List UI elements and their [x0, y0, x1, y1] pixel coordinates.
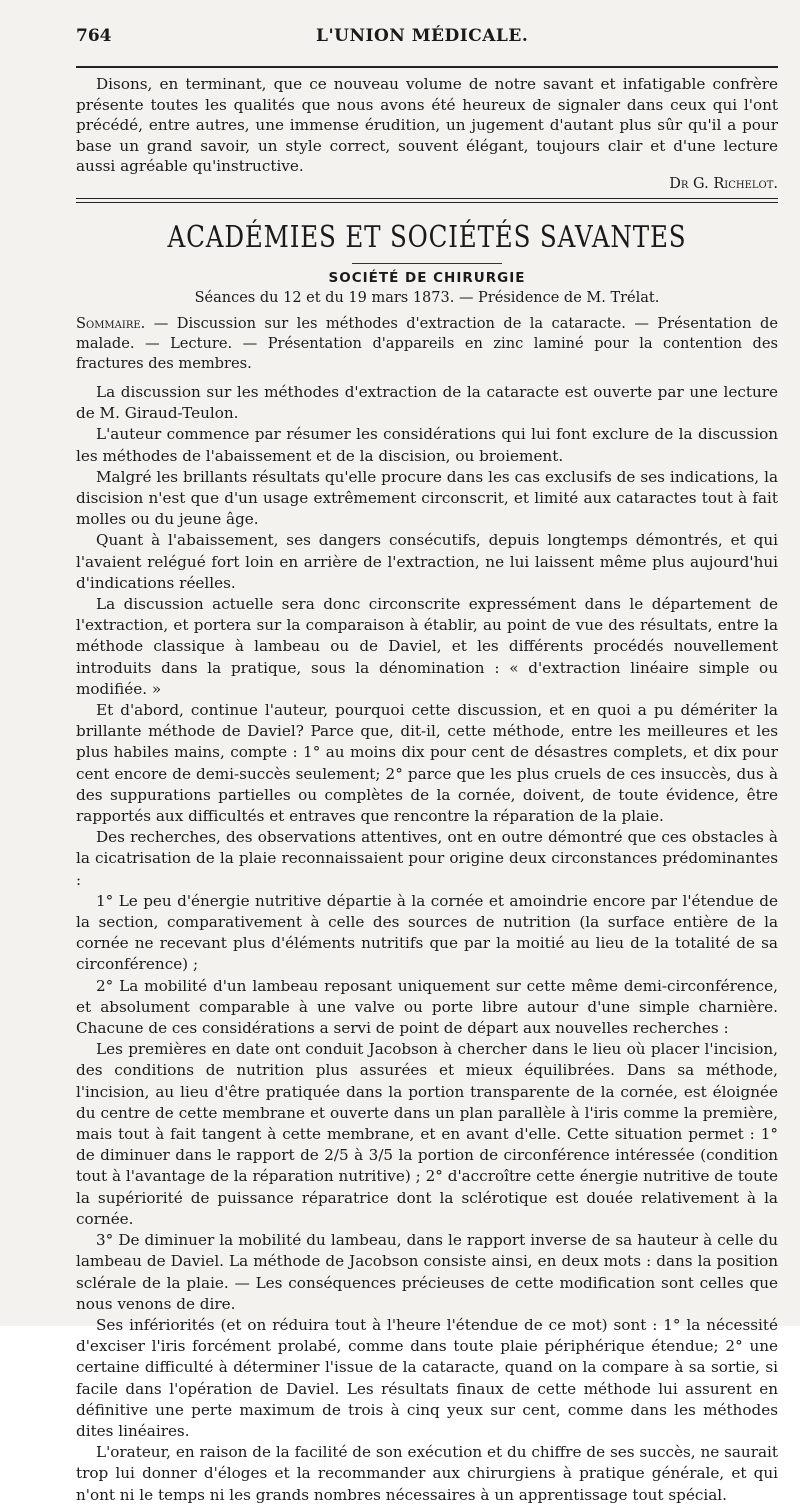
title-rule [352, 263, 502, 264]
signature-text: Dr G. Richelot. [669, 175, 778, 192]
page-header [76, 26, 778, 58]
body-paragraph: 3° De diminuer la mobilité du lambeau, dans le rapport inverse de sa hauteur à celle du lambeau de Daviel. La méthode de Jacobson consiste ainsi, en deux mots : dans la position sclérale de la plaie. — Les conséquences précieuses de cette modification sont celles que nous venons de dire. [76, 1231, 778, 1313]
page-number: 764 [76, 26, 112, 46]
body-paragraph: Quant à l'abaissement, ses dangers consécutifs, depuis longtemps démontrés, et qui l'avaient relégué fort loin en arrière de l'extraction, ne lui laissent même plus aujourd'hui d'indications réelles. [76, 531, 778, 592]
body-paragraph: 1° Le peu d'énergie nutritive départie à la cornée et amoindrie encore par l'étendue de la section, comparativement à celle des sources de nutrition (la surface entière de la cornée ne recevant plus d'éléments nutritifs que par la moitié au lieu de la totalité de sa circonférence) ; [76, 891, 778, 974]
body-paragraph: Malgré les brillants résultats qu'elle procure dans les cas exclusifs de ses indications, la discision n'est que d'un usage extrêmement circonscrit, et limité aux cataractes tout à fait molles ou du jeune âge. [76, 467, 778, 529]
summary-label: Sommaire. [76, 314, 146, 332]
body-paragraph: 2° La mobilité d'un lambeau reposant uniquement sur cette même demi-circonférence, et absolument comparable à une valve ou porte libre autour d'une simple charnière. Chacune de ces considérations a servi de point de départ aux nouvelles recherches : [76, 976, 778, 1038]
running-title: L'UNION MÉDICALE. [316, 26, 529, 46]
session-line: Séances du 12 et du 19 mars 1873. — Présidence de M. Trélat. [194, 289, 660, 306]
society-heading: SOCIÉTÉ DE CHIRURGIE [328, 269, 526, 286]
body-paragraph: Ses infériorités (et on réduira tout à l'heure l'étendue de ce mot) sont : 1° la nécessité d'exciser l'iris forcément prolabé, comme dans toute plaie périphérique étendue; 2° une certaine difficulté à déterminer l'issue de la cataracte, quand on la compare à sa sortie, si facile dans l'opération de Daviel. Les résultats finaux de cette méthode lui assurent en définitive une perte maximum de trois à cinq yeux sur cent, comme dans les méthodes dites linéaires. [76, 1315, 778, 1440]
header-rule [76, 66, 778, 68]
summary-text: — Discussion sur les méthodes d'extraction de la cataracte. — Présentation de malade. — Lecture. — Présentation d'appareils en zinc laminé pour la contention des fractures des membres. [76, 314, 778, 372]
body-paragraph: Les premières en date ont conduit Jacobson à chercher dans le lieu où placer l'incision, des conditions de nutrition plus assurées et mieux équilibrées. Dans sa méthode, l'incision, au lieu d'être pratiquée dans la portion transparente de la cornée, est éloignée du centre de cette membrane et ouverte dans un plan parallèle à l'iris comme la première, mais tout à fait tangent à cette membrane, et en avant d'elle. Cette situation permet : 1° de diminuer dans le rapport de 2/5 à 3/5 la portion de circonférence intéressée (condition tout à l'avantage de la réparation nutritive) ; 2° d'accroître cette énergie nutritive de toute la supériorité de puissance réparatrice dont la sclérotique est douée relativement à la cornée. [76, 1040, 778, 1228]
article-body [76, 382, 778, 1506]
review-closing-paragraph: Disons, en terminant, que ce nouveau volume de notre savant et infatigable confrère présente toutes les qualités que nous avons été heureux de signaler dans ceux qui l'ont précédé, entre autres, une immense érudition, un jugement d'autant plus sûr qu'il a pour base un grand savoir, un style correct, souvent élégant, toujours clair et d'une lecture aussi agréable qu'instructive. [76, 75, 778, 176]
body-paragraph: Des recherches, des observations attentives, ont en outre démontré que ces obstacles à la cicatrisation de la plaie reconnaissaient pour origine deux circonstances prédominantes : [76, 828, 778, 889]
body-paragraph: Et d'abord, continue l'auteur, pourquoi cette discussion, et en quoi a pu démériter la brillante méthode de Daviel? Parce que, dit-il, cette méthode, entre les meilleures et les plus habiles mains, compte : 1° au moins dix pour cent de désastres complets, et dix pour cent encore de demi-succès seulement; 2° parce que les plus cruels de ces insuccès, dus à des suppurations partielles ou complètes de la cornée, doivent, de toute évidence, être rapportés aux difficultés et entraves que rencontre la réparation de la plaie. [76, 701, 778, 826]
review-signature [76, 176, 778, 192]
section-title: ACADÉMIES ET SOCIÉTÉS SAVANTES [167, 219, 687, 255]
body-paragraph: L'auteur commence par résumer les considérations qui lui font exclure de la discussion les méthodes de l'abaissement et de la discision, ou broiement. [76, 425, 778, 465]
body-paragraph: La discussion sur les méthodes d'extraction de la cataracte est ouverte par une lecture de M. Giraud-Teulon. [76, 382, 778, 423]
body-paragraph: La discussion actuelle sera donc circonscrite expressément dans le département de l'extraction, et portera sur la comparaison à établir, au point de vue des résultats, entre la méthode classique à lambeau ou de Daviel, et les différents procédés nouvellement introduits dans la pratique, sous la dénomination : « d'extraction linéaire simple ou modifiée. » [76, 595, 778, 698]
body-paragraph: L'orateur, en raison de la facilité de son exécution et du chiffre de ses succès, ne saurait trop lui donner d'éloges et la recommander aux chirurgiens à pratique générale, et qui n'ont ni le temps ni les grands nombres nécessaires à un apprentissage tout spécial. [76, 1443, 778, 1504]
section-divider [76, 198, 778, 206]
summary [76, 314, 778, 374]
